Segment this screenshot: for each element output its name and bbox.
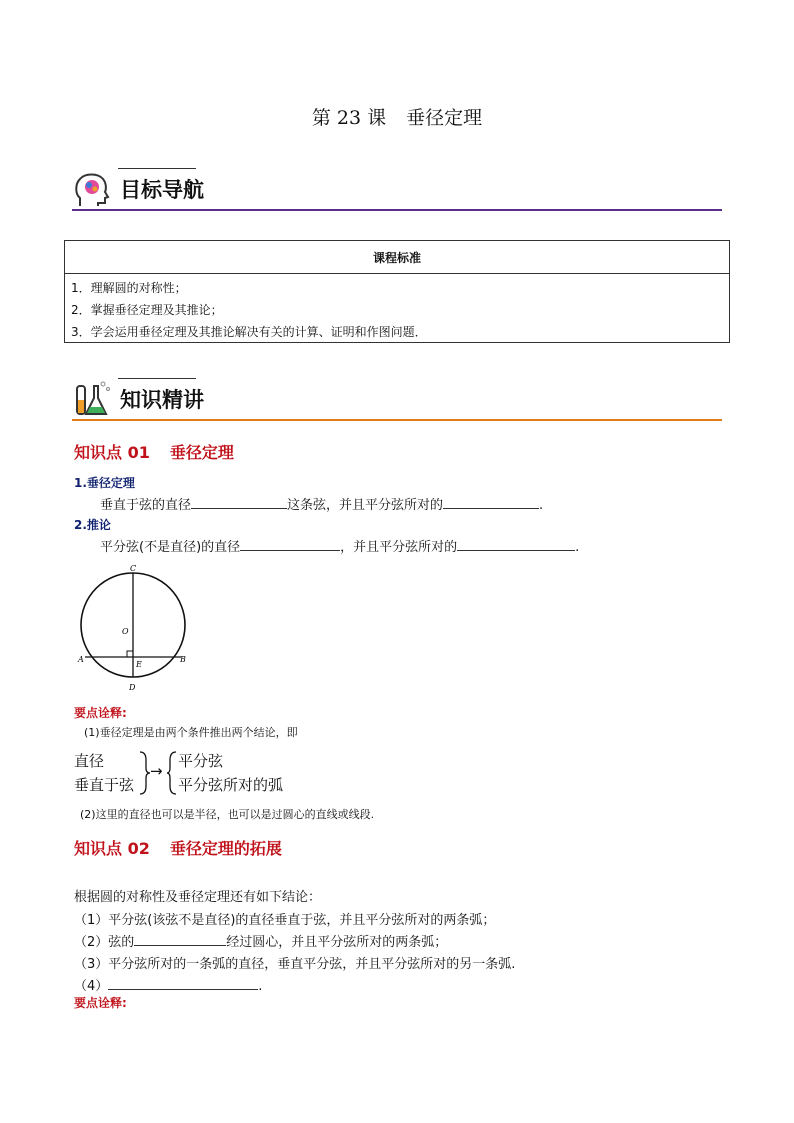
conclusion-4 [74, 975, 262, 994]
fill-blank [108, 976, 258, 990]
text: 平分弦(不是直径)的直径 [100, 540, 241, 555]
label-a: A [78, 655, 84, 664]
standard-item: 3．学会运用垂径定理及其推论解决有关的计算、证明和作图问题． [65, 320, 730, 343]
text: 垂直于弦的直径 [100, 498, 192, 513]
label-c: C [130, 564, 137, 573]
subheading-corollary: 2.推论 [74, 518, 111, 532]
section-title-knowledge: 知识精讲 [120, 388, 204, 412]
circle-diagram [74, 562, 198, 696]
notes-heading-2: 要点诠释: [74, 996, 127, 1010]
fill-blank [457, 537, 575, 551]
kp2-intro: 根据圆的对称性及垂径定理还有如下结论： [74, 890, 322, 905]
result-bisect-arc: 平分弦所对的弧 [178, 776, 284, 794]
implies-arrow-icon: → [150, 762, 163, 780]
fill-blank [240, 537, 340, 551]
standard-item: 2．掌握垂径定理及其推论； [65, 298, 730, 320]
text: ，并且平分弦所对的 [340, 540, 458, 555]
condition-perpendicular: 垂直于弦 [74, 776, 135, 794]
text: 经过圆心，并且平分弦所对的两条弧； [226, 935, 448, 950]
kp-title: 垂径定理 [169, 443, 234, 462]
subheading-theorem: 1.垂径定理 [74, 476, 135, 490]
text: （2）弦的 [74, 935, 135, 950]
section-title-goals: 目标导航 [120, 178, 204, 202]
label-b: B [180, 655, 186, 664]
conclusion-2 [74, 931, 447, 950]
standard-item: 1．理解圆的对称性； [65, 274, 730, 299]
text: . [258, 979, 263, 994]
page-title [0, 103, 794, 130]
kp-number: 知识点 01 [74, 443, 150, 462]
fill-blank [191, 495, 287, 509]
text: . [539, 498, 544, 513]
section-header-goals [72, 168, 722, 208]
label-o: O [122, 627, 129, 636]
fill-blank [443, 495, 539, 509]
text: （4） [74, 979, 109, 994]
left-brace-icon [166, 750, 178, 796]
lesson-topic: 垂径定理 [406, 107, 483, 129]
text: . [575, 540, 580, 555]
text: 这条弦，并且平分弦所对的 [287, 498, 444, 513]
conclusion-3: （3）平分弦所对的一条弧的直径，垂直平分弦，并且平分弦所对的另一条弧. [74, 957, 516, 972]
label-d: D [129, 683, 136, 692]
corollary-statement [100, 536, 579, 555]
kp-number: 知识点 02 [74, 839, 150, 858]
section-header-knowledge [72, 378, 722, 418]
kp-title: 垂径定理的拓展 [169, 839, 282, 858]
note-2: (2)这里的直径也可以是半径，也可以是过圆心的直线或线段. [80, 808, 375, 821]
result-bisect-chord: 平分弦 [178, 752, 224, 770]
theorem-statement [100, 494, 543, 513]
lab-flasks-icon [72, 380, 112, 420]
condition-diameter: 直径 [74, 752, 105, 770]
head-brain-icon [72, 170, 112, 210]
notes-heading: 要点诠释: [74, 706, 127, 720]
conclusion-1: （1）平分弦(该弦不是直径)的直径垂直于弦，并且平分弦所对的两条弧； [74, 913, 496, 928]
knowledge-point-02-heading [74, 836, 282, 859]
lesson-number: 第 23 课 [311, 107, 387, 129]
course-standards-table [64, 240, 730, 343]
knowledge-point-01-heading [74, 440, 234, 463]
right-angle-mark [127, 651, 133, 657]
note-1: (1)垂径定理是由两个条件推出两个结论，即 [84, 726, 298, 739]
fill-blank [134, 932, 226, 946]
standards-header: 课程标准 [65, 241, 730, 274]
label-e: E [136, 660, 142, 669]
